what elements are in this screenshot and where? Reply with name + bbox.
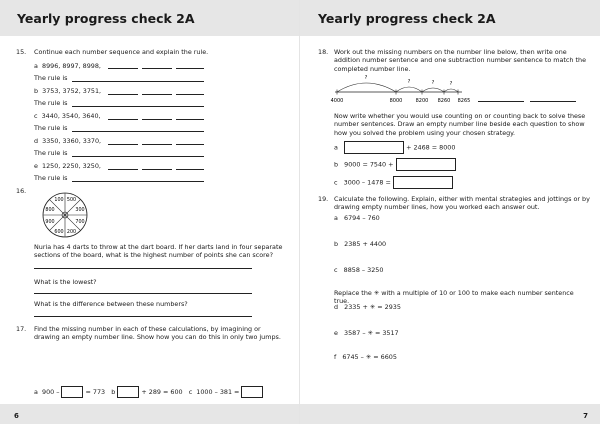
q16-lowest-question: What is the lowest? [34,278,97,286]
left-page-footer [0,404,300,424]
right-page-title: Yearly progress check 2A [318,10,496,26]
line-label-8000: 8000 [389,98,403,104]
strategy-instructions: Now write whether you would use counting on or counting back to solve these number sentences. Draw an empty number line beside each question to show how you solved the problem using your chosen strategy. [334,112,586,137]
calc-b: b 9000 = 7540 + [334,158,456,171]
q18-text: Work out the missing numbers on the number line below, then write one addition number sentence and one subtraction number sentence to match the completed number line. [334,48,587,73]
q19b-calculation: b 2385 + 4400 [334,240,387,248]
board-label-200: 200 [66,230,77,235]
q15e-rule-line[interactable] [72,181,204,182]
board-label-700: 700 [75,220,85,225]
left-page-header [0,0,299,36]
q15-prompt: Continue each number sequence and explain the rule. [34,48,209,56]
q15b-blank-1[interactable] [108,94,138,95]
dart-board [32,191,98,239]
q15a-sequence: a 8996, 8997, 8998, [34,62,101,70]
q18-subtraction-line[interactable] [530,101,576,102]
calc-c: c 3000 – 1478 = [334,176,453,189]
q15d-blank-1[interactable] [108,144,138,145]
q15a-blank-1[interactable] [108,68,138,69]
q15b-blank-2[interactable] [142,94,172,95]
q17-text: Find the missing number in each of these calculations, by imagining or drawing an empty number line. Show how you can do this in only two jumps. [34,325,281,342]
q15a-rule-label: The rule is [34,74,68,82]
calc-c-answer-box[interactable] [393,176,453,189]
q16-text: Nuria has 4 darts to throw at the dart board. If her darts land in four separate sections of the board, what is the highest number of points she can score? [34,243,283,260]
calc-a-answer-box[interactable] [344,141,404,154]
q19-number: 19. [318,195,329,203]
q15a-blank-2[interactable] [142,68,172,69]
q15c-sequence: c 3440, 3540, 3640, [34,112,101,120]
q19a-calculation: a 6794 – 760 [334,214,380,222]
board-label-300: 300 [75,208,85,213]
q17b-answer-box[interactable] [117,386,139,398]
calc-a: a + 2468 = 8000 [334,141,455,154]
q15d-blank-2[interactable] [142,144,172,145]
q16-difference-question: What is the difference between these numbers? [34,300,188,308]
q16-number: 16. [16,187,27,195]
q15c-rule-line[interactable] [72,131,204,132]
line-label-8265: 8265 [457,98,471,104]
q15e-blank-1[interactable] [108,169,138,170]
right-page [300,0,600,424]
calc-b-answer-box[interactable] [396,158,456,171]
line-label-8200: 8200 [415,98,429,104]
q15c-blank-1[interactable] [108,119,138,120]
q16-lowest-line[interactable] [34,293,252,294]
q17a-answer-box[interactable] [61,386,83,398]
right-page-number: 7 [583,412,588,420]
q17-number: 17. [16,325,27,333]
q19c-calculation: c 8858 – 3250 [334,266,384,274]
q17c-answer-box[interactable] [241,386,263,398]
left-page-number: 6 [14,412,19,420]
q15e-blank-3[interactable] [176,169,204,170]
board-label-100: 100 [54,198,64,203]
left-page-title: Yearly progress check 2A [17,10,195,26]
q15c-blank-3[interactable] [176,119,204,120]
replace-instructions: Replace the ✳ with a multiple of 10 or 100 to make each number sentence true. [334,289,574,306]
q15d-rule-line[interactable] [72,156,204,157]
q15e-rule-label: The rule is [34,174,68,182]
q15b-blank-3[interactable] [176,94,204,95]
q15d-blank-3[interactable] [176,144,204,145]
q15a-blank-3[interactable] [176,68,204,69]
replace-e: e 3587 – ✳ = 3517 [334,329,399,337]
board-label-600: 600 [54,230,64,235]
line-label-8260: 8260 [437,98,451,104]
q17a-calculation: a 900 – = 773 b + 289 = 600 c 1000 – 381 = [34,386,263,398]
q15b-rule-label: The rule is [34,99,68,107]
q16-difference-line[interactable] [34,316,252,317]
jump-mark-2: ? [407,79,411,85]
number-line [330,74,480,108]
q15b-rule-line[interactable] [72,106,204,107]
right-page-header [300,0,600,36]
q18-addition-line[interactable] [478,101,524,102]
q15-number: 15. [16,48,27,56]
q15b-sequence: b 3753, 3752, 3751, [34,87,102,95]
q15e-sequence: e 1250, 2250, 3250, [34,162,101,170]
q15d-rule-label: The rule is [34,149,68,157]
q15c-rule-label: The rule is [34,124,68,132]
q15d-sequence: d 3350, 3360, 3370, [34,137,102,145]
jump-mark-4: ? [449,81,453,87]
q19-text: Calculate the following. Explain, either with mental strategies and jottings or by drawing empty number lines, how you worked each answer out. [334,195,590,212]
line-label-4000: 4000 [330,98,344,104]
q15e-blank-2[interactable] [142,169,172,170]
replace-d: d 2335 + ✳ = 2935 [334,303,401,311]
q15c-blank-2[interactable] [142,119,172,120]
right-page-footer [300,404,600,424]
jump-mark-1: ? [364,75,368,81]
board-label-800: 800 [45,208,55,213]
jump-mark-3: ? [431,80,435,86]
q16-answer-line[interactable] [34,268,252,269]
replace-f: f 6745 – ✳ = 6605 [334,353,397,361]
q15a-rule-line[interactable] [72,81,204,82]
board-label-900: 900 [45,220,55,225]
board-label-500: 500 [66,198,77,203]
q18-number: 18. [318,48,329,56]
